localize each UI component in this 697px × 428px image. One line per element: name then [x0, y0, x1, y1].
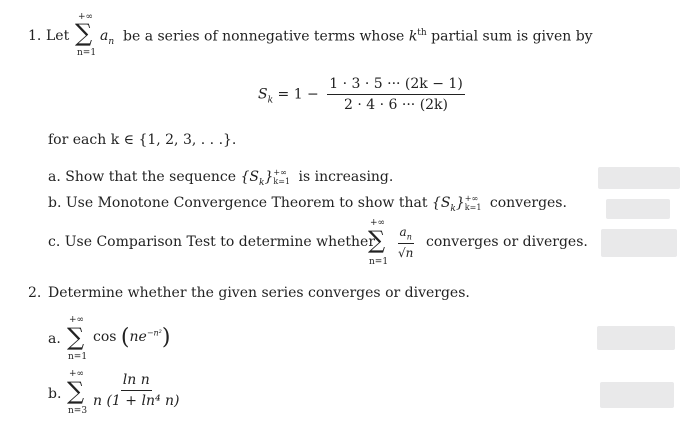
q1c-sum-bottom: n=1 [369, 257, 389, 267]
q2b-sigma: ∑ [67, 377, 85, 405]
redacted-mark-5 [600, 382, 674, 408]
redacted-mark-3 [601, 229, 677, 257]
q1-for-each: for each k ∈ {1, 2, 3, . . .}. [48, 132, 237, 148]
q1-formula-numerator: 1 · 3 · 5 ··· (2k − 1) [327, 76, 465, 95]
q1-lead: Let [46, 28, 70, 44]
q1-term: $a_n$ [100, 28, 115, 47]
q1-text: be a series of nonnegative terms whose $k^{th}$ partial sum is given by [123, 28, 593, 45]
q1c-sum-top: +∞ [370, 218, 386, 228]
q1-number: 1. [28, 28, 42, 44]
q1c-fraction: $\frac{a_n}{√n}$ [398, 225, 414, 261]
q1-formula-denominator: 2 · 4 · 6 ··· (2k) [344, 97, 449, 113]
q2b-sum-top: +∞ [69, 369, 85, 379]
redacted-mark-1 [598, 167, 680, 189]
q1b: b. Use Monotone Convergence Theorem to show that $\{S_k\}$ +∞ k=1 converges. [48, 194, 567, 214]
redacted-mark-4 [597, 326, 675, 350]
q2b-fraction: $\frac{\text{ln n}}{\text{n (1 + ln⁴ n)}}$ [93, 372, 180, 409]
q2a-label: a. [48, 331, 61, 347]
q1c-sigma: ∑ [368, 226, 386, 254]
q1c-text: c. Use Comparison Test to determine whether [48, 234, 376, 250]
q2b-sum-bottom: n=3 [68, 406, 88, 416]
q2a-sigma: ∑ [67, 323, 85, 351]
q2a-sum-bottom: n=1 [68, 352, 88, 362]
q1-sum-bottom: n=1 [77, 48, 97, 58]
q1-formula: $S_k = 1$ − $\frac{1 \cdot 3 \cdot 5 \cdot\cdot\cdot (2k - 1)}{2 \cdot 4 \cdot 6 \cdot\cdot\cdot (2k)}$ [258, 76, 463, 113]
q1c-post: converges or diverges. [426, 234, 588, 250]
q1a: a. Show that the sequence $\{S_k\}$ +∞ k=1 is increasing. [48, 168, 394, 188]
q2a-sum-top: +∞ [69, 315, 85, 325]
q2a-expr: $\cos (ne^{-n^2})$ [93, 325, 171, 350]
q1-sum-top: +∞ [78, 12, 94, 22]
redacted-mark-2 [606, 199, 670, 219]
q1-sigma: ∑ [75, 19, 93, 47]
q2-text: Determine whether the given series converges or diverges. [48, 285, 470, 301]
q2-number: 2. [28, 285, 42, 301]
q2b-label: b. [48, 386, 62, 402]
